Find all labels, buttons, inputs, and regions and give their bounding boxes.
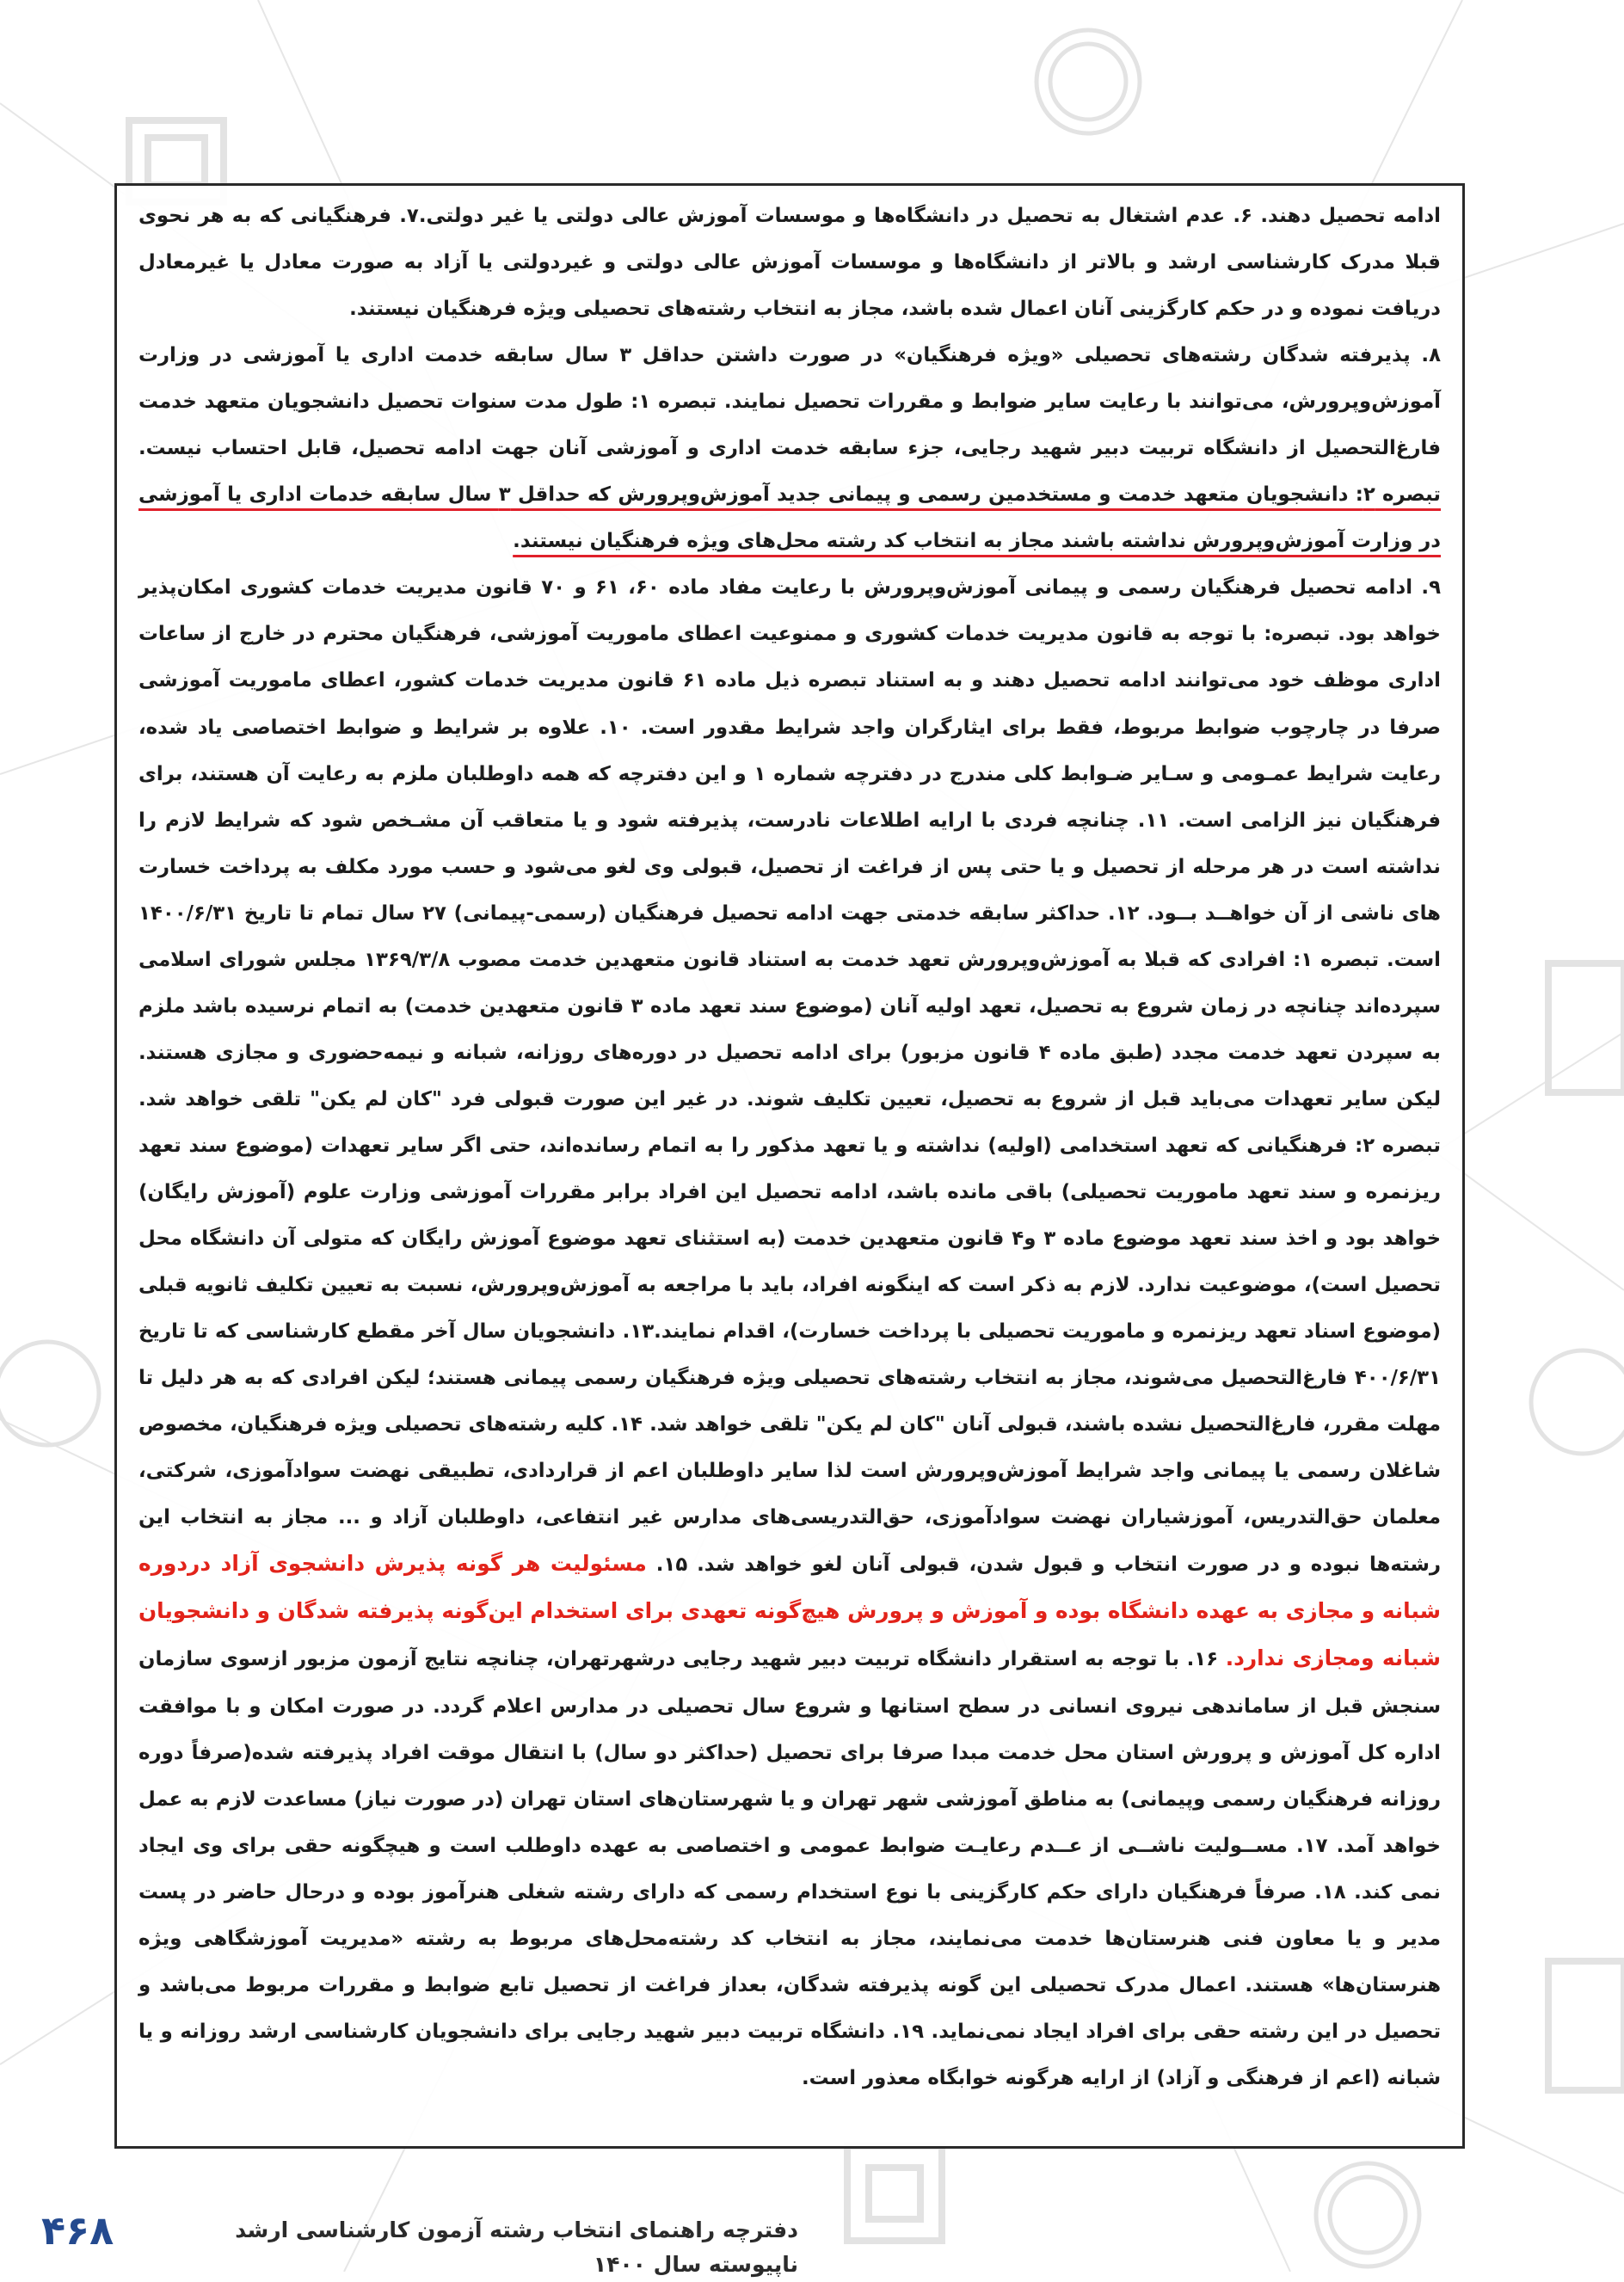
page-footer xyxy=(41,2205,815,2277)
underlined-note: تبصره ۲: دانشجویان متعهد خدمت و مستخدمین رسمی و پیمانی جدید آموزش‌وپرورش که حداقل ۳ سال سابقه خدمات اداری یا آموزشی در وزارت آموزش‌وپرورش نداشته باشند مجاز به انتخاب کد رشته محل‌های ویژه فرهنگیان نیستند. xyxy=(138,483,1441,553)
highlighted-red-note: مسئولیت هر گونه پذیرش دانشجوی آزاد دردوره شبانه و مجازی به عهده دانشگاه بوده و آموزش و پرورش هیچ‌گونه تعهدی برای استخدام این‌گونه پذیرفته شدگان و دانشجویان شبانه ومجازی ندارد. xyxy=(138,1551,1442,1671)
footer-title: دفترچه راهنمای انتخاب رشته آزمون کارشناسی ارشد ناپیوسته سال ۱۴۰۰ xyxy=(235,2217,798,2277)
paragraph-3-continued: ۱۶. با توجه به استقرار دانشگاه تربیت دبیر شهید رجایی درشهرتهران، چنانچه نتایج آزمون مزبور ازسوی سازمان سنجش قبل از ساماندهی نیروی انسانی در سطح استانها و شروع سال تحصیلی در مدارس اعلام گردد. در صورت امکان و با موافقت اداره کل آموزش و پرورش استان محل خدمت مبدا صرفا برای تحصیل (حداکثر دو سال) با انتقال موقت افراد پذیرفته شده(صرفاً دوره روزانه فرهنگیان رسمی وپیمانی) به مناطق آموزشی شهر تهران و یا شهرستان‌های استان تهران (در صورت نیاز) مساعدت لازم به عمل خواهد آمد. ۱۷. مســولیت ناشــی از عــدم رعایـت ضوابط عمومی و اختصاصی به عهده داوطلب است و هیچگونه حقی برای وی ایجاد نمی کند. ۱۸. صرفاً فرهنگیان دارای حکم کارگزینی با نوع استخدام رسمی که دارای رشته شغلی هنرآموز بوده و درحال حاضر در پست مدیر و یا معاون فنی هنرستان‌ها خدمت می‌نمایند، مجاز به انتخاب کد رشته‌محل‌های مربوط به رشته «مدیریت آموزشگاهی ویژه هنرستان‌ها» هستند. اعمال مدرک تحصیلی این گونه پذیرفته شدگان، بعداز فراغت از تحصیل تابع ضوابط و مقررات مربوط می‌باشد و تحصیل در این رشته حقی برای افراد ایجاد نمی‌نماید. ۱۹. دانشگاه تربیت دبیر شهید رجایی برای دانشجویان کارشناسی ارشد روزانه و یا شبانه (اعم از فرهنگی و آزاد) از ارایه هرگونه خوابگاه معذور است. xyxy=(138,1648,1441,2089)
paragraph-1: ادامه تحصیل دهند. ۶. عدم اشتغال به تحصیل در دانشگاه‌ها و موسسات آموزش عالی دولتی یا غیر دولتی.۷. فرهنگیانی که به هر نحوی قبلا مدرک کارشناسی ارشد و بالاتر از دانشگاه‌ها و موسسات آموزش عالی دولتی و غیردولتی یا آزاد به صورت معادل یا غیرمعادل دریافت نموده و در حکم کارگزینی آنان اعمال شده باشد، مجاز به انتخاب رشته‌های تحصیلی ویژه فرهنگیان نیستند. xyxy=(138,205,1441,321)
document-body xyxy=(138,193,1441,2101)
content-frame xyxy=(114,183,1465,2149)
page-number: ۴۶۸ xyxy=(41,2207,114,2254)
paragraph-2: ۸. پذیرفته شدگان رشته‌های تحصیلی «ویژه فرهنگیان» در صورت داشتن حداقل ۳ سال سابقه خدمت اداری یا آموزشی در وزارت آموزش‌وپرورش، می‌توانند با رعایت سایر ضوابط و مقررات تحصیل نمایند. تبصره ۱: طول مدت سنوات تحصیل دانشجویان متعهد خدمت فارغ‌التحصیل از دانشگاه تربیت دبیر شهید رجایی، جزء سابقه خدمت اداری و آموزشی آنان جهت ادامه تحصیل، قابل احتساب نیست. xyxy=(138,344,1442,460)
paragraph-3: ۹. ادامه تحصیل فرهنگیان رسمی و پیمانی آموزش‌وپرورش با رعایت مفاد ماده ۶۰، ۶۱ و ۷۰ قانون مدیریت خدمات کشوری امکان‌پذیر خواهد بود. تبصره: با توجه به قانون مدیریت خدمات کشوری و ممنوعیت اعطای ماموریت آموزشی، فرهنگیان محترم در خارج از ساعات اداری موظف خود می‌توانند ادامه تحصیل دهند و به استناد تبصره ذیل ماده ۶۱ قانون مدیریت خدمات کشور، اعطای ماموریت آموزشی صرفا در چارچوب ضوابط مربوط، فقط برای ایثارگران واجد شرایط مقدور است. ۱۰. علاوه بر شرایط و ضوابط اختصاصی یاد شده، رعایت شرایط عمـومی و سـایر ضـوابط کلی مندرج در دفترچه شماره ۱ و این دفترچه که همه داوطلبان ملزم به رعایت آن هستند، برای فرهنگیان نیز الزامی است. ۱۱. چنانچه فردی با ارایه اطلاعات نادرست، پذیرفته شود و یا متعاقب آن مشـخص شود که شرایط لازم را نداشته است در هر مرحله از تحصیل و یا حتی پس از فراغت از تحصیل، قبولی وی لغو می‌شود و حسب مورد مکلف به پرداخت خسارت های ناشی از آن خواهــد بــود. ۱۲. حداکثر سابقه خدمتی جهت ادامه تحصیل فرهنگیان (رسمی-پیمانی) ۲۷ سال تمام تا تاریخ ۱۴۰۰/۶/۳۱ است. تبصره ۱: افرادی که قبلا به آموزش‌وپرورش تعهد خدمت به استناد قانون متعهدین خدمت مصوب ۱۳۶۹/۳/۸ مجلس شورای اسلامی سپرده‌اند چنانچه در زمان شروع به تحصیل، تعهد اولیه آنان (موضوع سند تعهد ماده ۳ قانون متعهدین خدمت) به اتمام نرسیده باشد ملزم به سپردن تعهد خدمت مجدد (طبق ماده ۴ قانون مزبور) برای ادامه تحصیل در دوره‌های روزانه، شبانه و نیمه‌حضوری و مجازی هستند. لیکن سایر تعهدات می‌باید قبل از شروع به تحصیل، تعیین تکلیف شوند. در غیر این صورت قبولی فرد "کان لم یکن" تلقی خواهد شد. تبصره ۲: فرهنگیانی که تعهد استخدامی (اولیه) نداشته و یا تعهد مذکور را به اتمام رسانده‌اند، حتی اگر سایر تعهدات (موضوع سند تعهد ریزنمره و سند تعهد ماموریت تحصیلی) باقی مانده باشد، ادامه تحصیل این افراد برابر مقررات آموزشی وزارت علوم (آموزش رایگان) خواهد بود و اخذ سند تعهد موضوع ماده ۳ و۴ قانون متعهدین خدمت (به استثنای تعهد موضوع آموزش رایگان که متولی آن دانشگاه محل تحصیل است)، موضوعیت ندارد. لازم به ذکر است که اینگونه افراد، باید با مراجعه به آموزش‌وپرورش، نسبت به تعیین تکلیف ثانویه قبلی (موضوع اسناد تعهد ریزنمره و ماموریت تحصیلی با پرداخت خسارت)، اقدام نمایند.۱۳. دانشجویان سال آخر مقطع کارشناسی که تا تاریخ ۴۰۰/۶/۳۱ فارغ‌التحصیل می‌شوند، مجاز به انتخاب رشته‌های تحصیلی ویژه فرهنگیان رسمی پیمانی هستند؛ لیکن افرادی که به هر دلیل تا مهلت مقرر، فارغ‌التحصیل نشده باشند، قبولی آنان "کان لم یکن" تلقی خواهد شد. ۱۴. کلیه رشته‌های تحصیلی ویژه فرهنگیان، مخصوص شاغلان رسمی یا پیمانی واجد شرایط آموزش‌وپرورش است لذا سایر داوطلبان اعم از قراردادی، تطبیقی نهضت سوادآموزی، شرکتی، معلمان حق‌التدریس، آموزشیاران نهضت سوادآموزی، حق‌التدریسی‌های مدارس غیر انتفاعی، داوطلبان آزاد و ... مجاز به انتخاب این رشته‌ها نبوده و در صورت انتخاب و قبول شدن، قبولی آنان لغو خواهد شد. ۱۵. xyxy=(138,576,1441,1577)
